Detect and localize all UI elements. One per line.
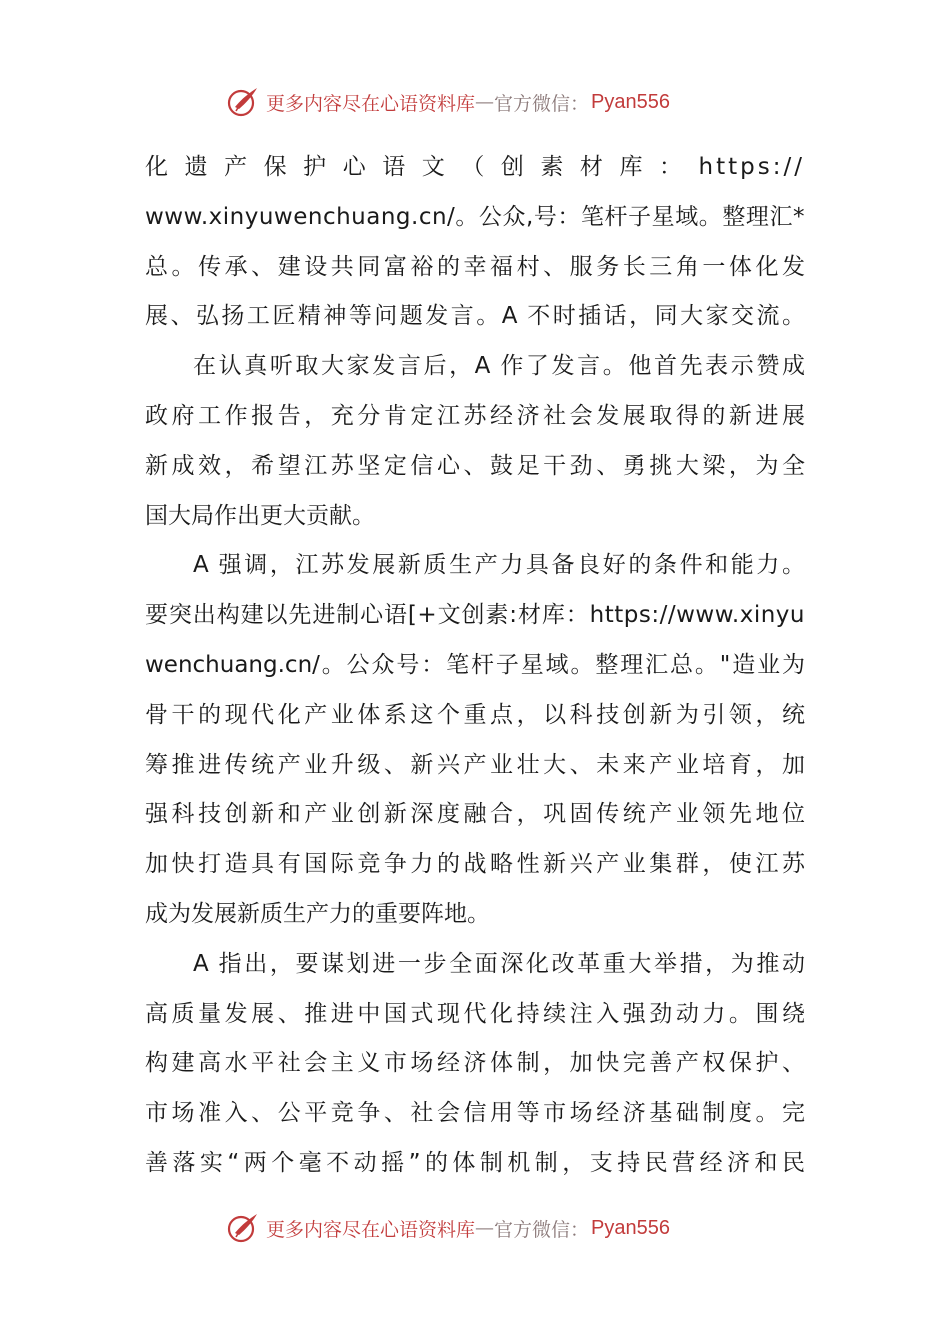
footer-official-label: 官方微信： xyxy=(494,1218,590,1241)
footer-banner xyxy=(226,1208,746,1248)
header-dash: — xyxy=(475,91,495,113)
text-line: A 指出，要谋划进一步全面深化改革重大举措，为推动 xyxy=(193,950,805,977)
quill-circle-logo-icon xyxy=(226,85,260,119)
text-line: 高质量发展、推进中国式现代化持续注入强劲动力。围绕 xyxy=(145,1000,805,1027)
footer-dash: — xyxy=(475,1217,495,1239)
text-line: wenchuang.cn/。公众号：笔杆子星域。整理汇总。"造业为 xyxy=(145,651,805,678)
text-line: A 强调，江苏发展新质生产力具备良好的条件和能力。 xyxy=(193,552,805,579)
header-banner xyxy=(226,82,746,122)
text-line: 要突出构建以先进制心语[+文创素:材库：https://www.xinyu xyxy=(145,602,805,629)
quill-circle-logo-icon xyxy=(226,1211,260,1245)
text-line: 市场准入、公平竞争、社会信用等市场经济基础制度。完 xyxy=(145,1100,805,1127)
footer-wechat-id: Pyan556 xyxy=(591,1216,670,1239)
text-line: 加快打造具有国际竞争力的战略性新兴产业集群，使江苏 xyxy=(145,851,805,878)
header-wechat-id: Pyan556 xyxy=(591,90,670,113)
text-line: 成为发展新质生产力的重要阵地。 xyxy=(145,900,490,927)
text-line: 骨干的现代化产业体系这个重点，以科技创新为引领，统 xyxy=(145,701,805,728)
text-line: 展、弘扬工匠精神等问题发言。A 不时插话，同大家交流。 xyxy=(145,303,805,330)
text-line: 总。传承、建设共同富裕的幸福村、服务长三角一体化发 xyxy=(145,253,805,280)
text-line: 化遗产保护心语文（创素材库：https:// xyxy=(145,154,805,180)
text-line: 在认真听取大家发言后，A 作了发言。他首先表示赞成 xyxy=(193,353,805,380)
text-line: www.xinyuwenchuang.cn/。公众,号：笔杆子星域。整理汇* xyxy=(145,203,805,230)
text-line: 国大局作出更大贡献。 xyxy=(145,502,375,529)
text-line: 强科技创新和产业创新深度融合，巩固传统产业领先地位 xyxy=(145,801,805,828)
header-brand-text: 更多内容尽在心语资料库 xyxy=(266,92,476,115)
header-official-label: 官方微信： xyxy=(494,92,590,115)
text-line: 政府工作报告，充分肯定江苏经济社会发展取得的新进展 xyxy=(145,402,805,429)
footer-brand-text: 更多内容尽在心语资料库 xyxy=(266,1218,476,1241)
text-line: 新成效，希望江苏坚定信心、鼓足干劲、勇挑大梁，为全 xyxy=(145,452,805,479)
document-body xyxy=(145,143,805,1189)
text-line: 筹推进传统产业升级、新兴产业壮大、未来产业培育，加 xyxy=(145,751,805,778)
text-line: 构建高水平社会主义市场经济体制，加快完善产权保护、 xyxy=(145,1050,805,1077)
text-line: 善落实“两个毫不动摇”的体制机制，支持民营经济和民 xyxy=(145,1149,805,1176)
